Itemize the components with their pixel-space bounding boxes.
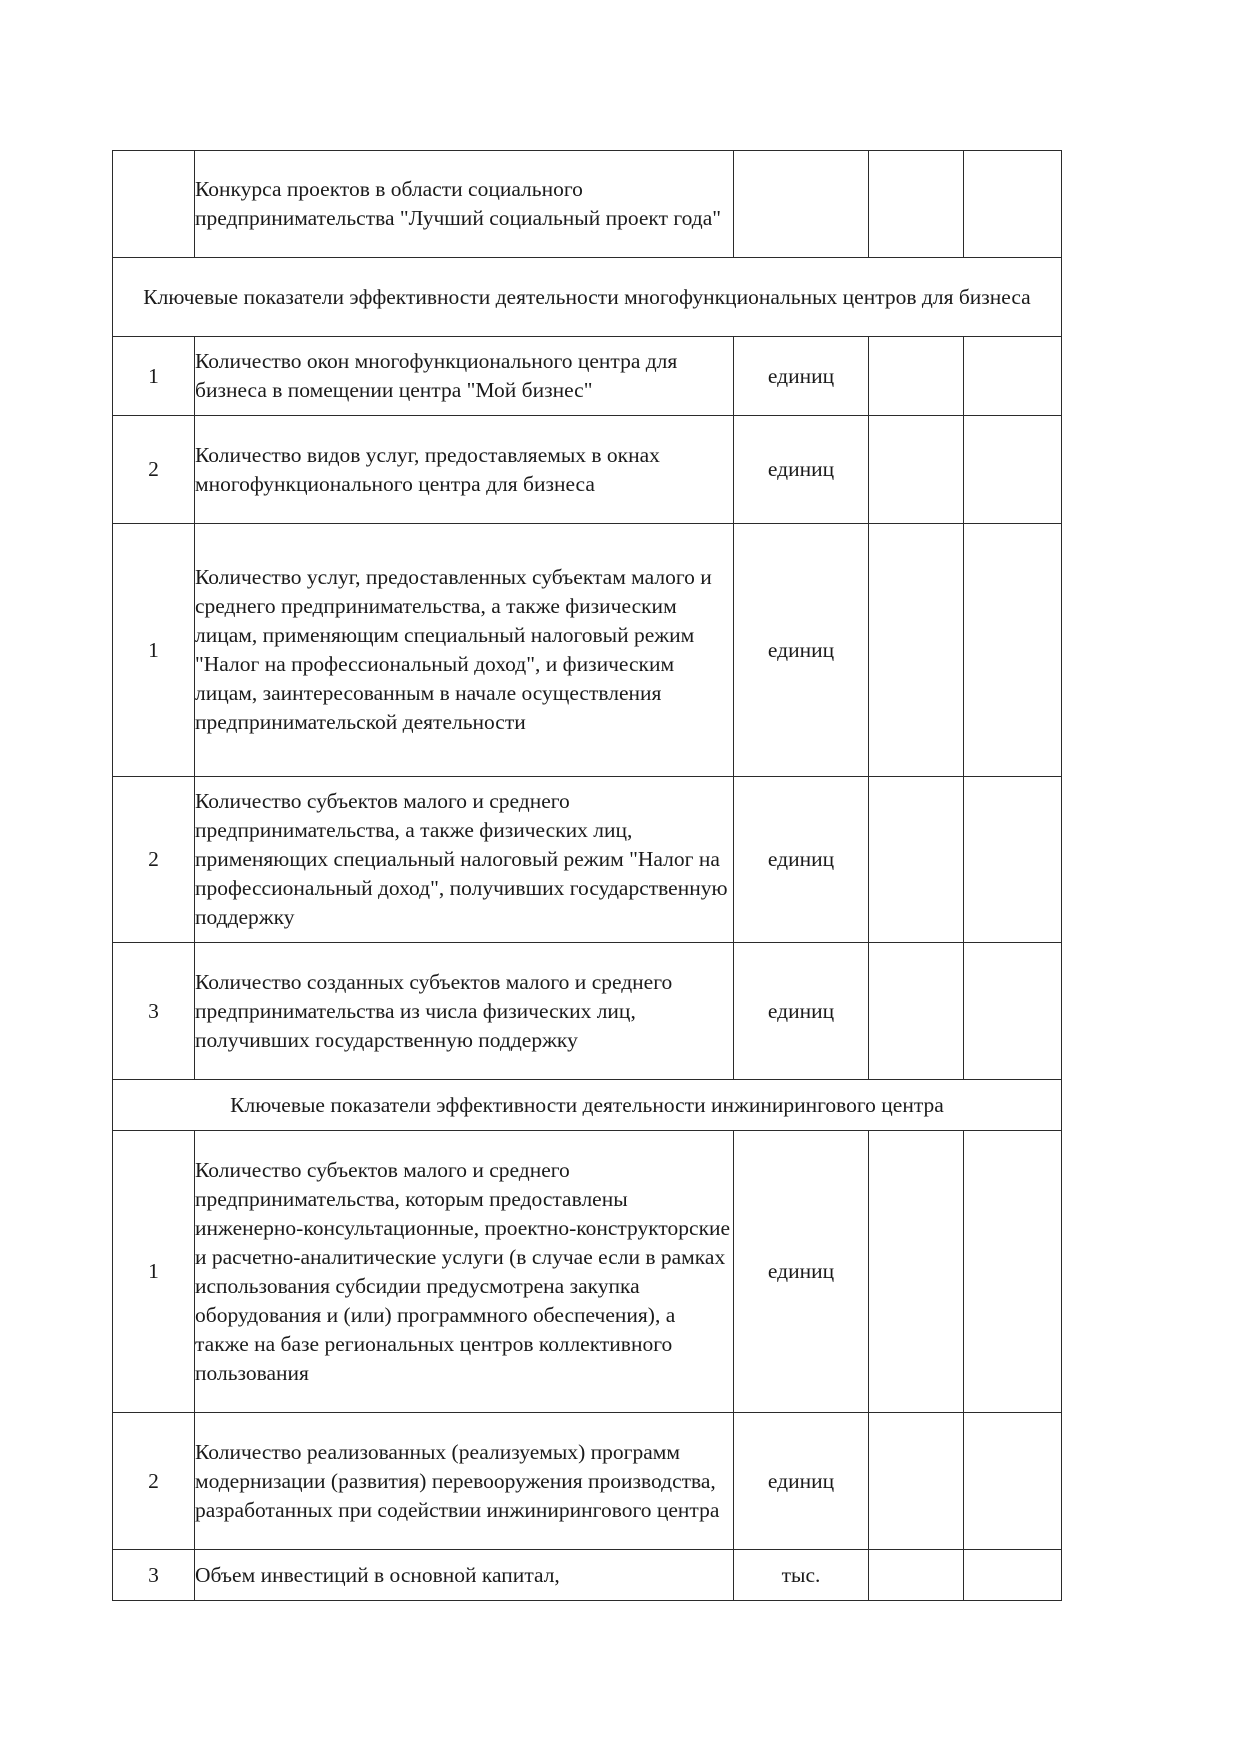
indicator-name-cell: Количество услуг, предоставленных субъектам малого и среднего предпринимательства, а также физическим лицам, применяющим специальный налоговый режим "Налог на профессиональный доход", и физическим лицам, заинтересованным в начале осуществления предпринимательской деятельности bbox=[195, 524, 734, 777]
value-cell bbox=[869, 943, 964, 1080]
indicator-name-cell: Количество созданных субъектов малого и среднего предпринимательства из числа физических лиц, получивших государственную поддержку bbox=[195, 943, 734, 1080]
section-header-row bbox=[113, 1080, 1062, 1131]
value-cell bbox=[964, 943, 1062, 1080]
unit-cell: единиц bbox=[734, 416, 869, 524]
row-number-cell bbox=[113, 151, 195, 258]
value-cell bbox=[964, 1131, 1062, 1413]
value-cell bbox=[964, 1550, 1062, 1601]
value-cell bbox=[964, 777, 1062, 943]
value-cell bbox=[869, 416, 964, 524]
value-cell bbox=[964, 1413, 1062, 1550]
value-cell bbox=[964, 416, 1062, 524]
table-row bbox=[113, 1131, 1062, 1413]
unit-cell: единиц bbox=[734, 1413, 869, 1550]
table-row-continuation bbox=[113, 151, 1062, 258]
indicator-name-cell: Конкурса проектов в области социального предпринимательства "Лучший социальный проект года" bbox=[195, 151, 734, 258]
value-cell bbox=[964, 337, 1062, 416]
unit-cell bbox=[734, 151, 869, 258]
value-cell bbox=[869, 1413, 964, 1550]
row-number-cell: 3 bbox=[113, 943, 195, 1080]
section-header-row bbox=[113, 258, 1062, 337]
unit-cell: тыс. bbox=[734, 1550, 869, 1601]
table-row bbox=[113, 943, 1062, 1080]
row-number-cell: 1 bbox=[113, 524, 195, 777]
indicator-name-cell: Количество субъектов малого и среднего предпринимательства, которым предоставлены инженерно-консультационные, проектно-конструкторские и расчетно-аналитические услуги (в случае если в рамках использования субсидии предусмотрена закупка оборудования и (или) программного обеспечения), а также на базе региональных центров коллективного пользования bbox=[195, 1131, 734, 1413]
value-cell bbox=[869, 337, 964, 416]
value-cell bbox=[869, 524, 964, 777]
row-number-cell: 2 bbox=[113, 777, 195, 943]
kpi-table bbox=[112, 150, 1062, 1601]
unit-cell: единиц bbox=[734, 524, 869, 777]
unit-cell: единиц bbox=[734, 1131, 869, 1413]
table-row bbox=[113, 1550, 1062, 1601]
table-row bbox=[113, 524, 1062, 777]
row-number-cell: 1 bbox=[113, 337, 195, 416]
table-row bbox=[113, 1413, 1062, 1550]
value-cell bbox=[869, 777, 964, 943]
indicator-name-cell: Количество видов услуг, предоставляемых в окнах многофункционального центра для бизнеса bbox=[195, 416, 734, 524]
value-cell bbox=[869, 151, 964, 258]
table-row bbox=[113, 416, 1062, 524]
unit-cell: единиц bbox=[734, 337, 869, 416]
unit-cell: единиц bbox=[734, 777, 869, 943]
table-row bbox=[113, 337, 1062, 416]
indicator-name-cell: Количество окон многофункционального центра для бизнеса в помещении центра "Мой бизнес" bbox=[195, 337, 734, 416]
value-cell bbox=[869, 1131, 964, 1413]
table-row bbox=[113, 777, 1062, 943]
value-cell bbox=[869, 1550, 964, 1601]
row-number-cell: 2 bbox=[113, 1413, 195, 1550]
row-number-cell: 2 bbox=[113, 416, 195, 524]
indicator-name-cell: Количество субъектов малого и среднего предпринимательства, а также физических лиц, применяющих специальный налоговый режим "Налог на профессиональный доход", получивших государственную поддержку bbox=[195, 777, 734, 943]
value-cell bbox=[964, 151, 1062, 258]
section-title-mfc: Ключевые показатели эффективности деятельности многофункциональных центров для бизнеса bbox=[113, 258, 1062, 337]
indicator-name-cell: Количество реализованных (реализуемых) программ модернизации (развития) перевооружения производства, разработанных при содействии инжинирингового центра bbox=[195, 1413, 734, 1550]
section-title-engineering: Ключевые показатели эффективности деятельности инжинирингового центра bbox=[113, 1080, 1062, 1131]
indicator-name-cell: Объем инвестиций в основной капитал, bbox=[195, 1550, 734, 1601]
value-cell bbox=[964, 524, 1062, 777]
row-number-cell: 1 bbox=[113, 1131, 195, 1413]
unit-cell: единиц bbox=[734, 943, 869, 1080]
row-number-cell: 3 bbox=[113, 1550, 195, 1601]
